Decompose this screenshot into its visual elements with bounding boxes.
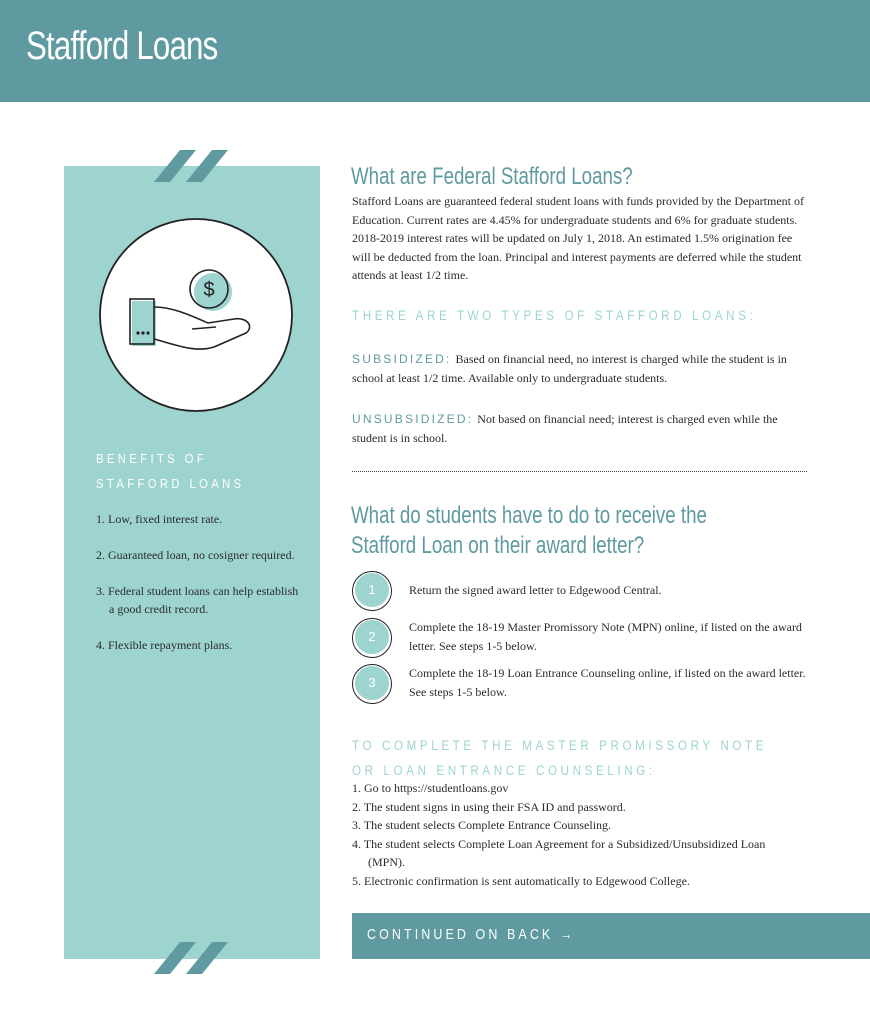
steps-title-line2: Stafford Loan on their award letter?	[351, 532, 645, 559]
double-slash-decoration	[154, 150, 244, 184]
subsidized-text: Based on financial need, no interest is charged while the student is in school at least 1/2 time. Available only to undergraduate students.	[352, 352, 787, 385]
subsidized-paragraph	[352, 350, 812, 387]
step-number: 1	[355, 573, 389, 607]
list-item: 2. Guaranteed loan, no cosigner required.	[96, 548, 295, 562]
unsubsidized-label: UNSUBSIDIZED:	[352, 412, 474, 426]
continued-on-back-bar	[352, 913, 870, 959]
step-number-badge	[352, 571, 392, 611]
continued-label	[367, 927, 575, 943]
list-item: 1. Go to https://studentloans.gov	[352, 781, 509, 795]
loan-types-heading: THERE ARE TWO TYPES OF STAFFORD LOANS:	[352, 308, 757, 323]
continued-text: CONTINUED ON BACK	[367, 927, 554, 943]
instructions-list	[352, 779, 802, 890]
section-divider	[352, 471, 807, 472]
step-number-badge	[352, 664, 392, 704]
complete-heading-line2: OR LOAN ENTRANCE COUNSELING:	[352, 763, 656, 778]
complete-mpn-heading	[352, 733, 767, 783]
subsidized-label: SUBSIDIZED:	[352, 352, 452, 366]
step-text: Return the signed award letter to Edgewood Central.	[409, 583, 662, 597]
benefits-list	[96, 510, 306, 672]
benefits-heading-line2: STAFFORD LOANS	[96, 476, 245, 491]
step-text: Complete the 18-19 Loan Entrance Counseling online, if listed on the award letter. See steps 1-5 below.	[409, 666, 806, 699]
hand-holding-dollar-icon	[96, 215, 296, 415]
steps-title-line1: What do students have to do to receive the	[351, 502, 707, 529]
step-number-badge	[352, 618, 392, 658]
list-item: 1. Low, fixed interest rate.	[96, 512, 223, 526]
list-item: 2. The student signs in using their FSA ID and password.	[352, 799, 626, 814]
list-item: 3. Federal student loans can help establish a good credit record.	[96, 584, 299, 616]
list-item: 4. Flexible repayment plans.	[96, 638, 233, 652]
step-number: 3	[355, 666, 389, 700]
unsubsidized-paragraph	[352, 410, 812, 447]
step-number: 2	[355, 620, 389, 654]
intro-paragraph: Stafford Loans are guaranteed federal student loans with funds provided by the Department of Education. Current rates are 4.45% for undergraduate students and 6% for graduate students. 2018-2019 interest rates will be updated on July 1, 2018. An estimated 1.5% origination fee will be deducted from the loan. Principal and interest payments are deferred while the student attends at least 1/2 time.	[352, 194, 804, 282]
benefits-heading	[96, 446, 268, 496]
intro-title: What are Federal Stafford Loans?	[351, 163, 633, 190]
arrow-right-icon: →	[559, 927, 576, 943]
step-text: Complete the 18-19 Master Promissory Note (MPN) online, if listed on the award letter. See steps 1-5 below.	[409, 620, 802, 653]
list-item: 4. The student selects Complete Loan Agreement for a Subsidized/Unsubsidized Loan (MPN).	[352, 836, 766, 869]
double-slash-decoration	[154, 942, 244, 976]
complete-heading-line1: TO COMPLETE THE MASTER PROMISSORY NOTE	[352, 738, 768, 753]
list-item: 5. Electronic confirmation is sent automatically to Edgewood College.	[352, 873, 690, 888]
page-header	[0, 0, 870, 102]
svg-text:$: $	[203, 279, 215, 301]
steps-title	[351, 501, 707, 561]
list-item: 3. The student selects Complete Entrance Counseling.	[352, 818, 612, 832]
benefits-heading-line1: BENEFITS OF	[96, 451, 208, 466]
unsubsidized-text: Not based on financial need; interest is charged even while the student is in school.	[352, 412, 778, 445]
page-title: Stafford Loans	[26, 24, 218, 68]
